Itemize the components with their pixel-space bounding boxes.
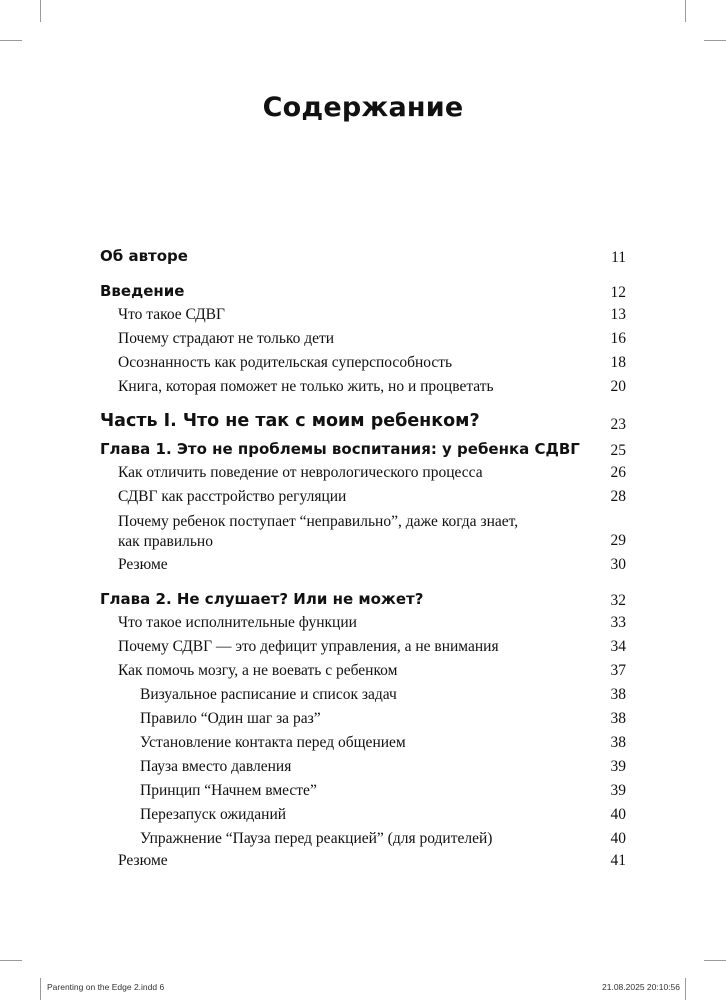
toc-entry-title: Почему ребенок поступает “неправильно”, даже когда знает, как правильно xyxy=(118,513,519,550)
toc-entry-page: 28 xyxy=(610,488,626,505)
toc-entry-page: 38 xyxy=(610,686,626,703)
toc-entry-page: 41 xyxy=(610,852,626,869)
page-title: Содержание xyxy=(262,92,464,123)
toc-entry-page: 29 xyxy=(610,532,626,549)
toc-entry-title: Что такое исполнительные функции xyxy=(118,614,357,631)
toc-entry-title: Как отличить поведение от неврологического процесса xyxy=(118,464,483,481)
toc-entry-page: 23 xyxy=(610,416,626,433)
toc-entry-page: 39 xyxy=(610,782,626,799)
toc-entry-page: 38 xyxy=(610,710,626,727)
toc-entry-page: 37 xyxy=(610,662,626,679)
toc-entry-title: Об авторе xyxy=(100,247,188,265)
toc-entry-title: Осознанность как родительская суперспособность xyxy=(118,354,453,371)
toc-entry-title: Введение xyxy=(100,282,185,300)
toc-entry-title: Почему СДВГ — это дефицит управления, а не внимания xyxy=(118,638,499,655)
toc-entry-page: 40 xyxy=(610,806,626,823)
toc-entry-title: Что такое СДВГ xyxy=(118,306,225,323)
toc-entry-title: Упражнение “Пауза перед реакцией” (для родителей) xyxy=(140,830,493,847)
toc-entry-page: 13 xyxy=(610,306,626,323)
toc-entry-title: Принцип “Начнем вместе” xyxy=(140,782,317,799)
toc-entry-page: 20 xyxy=(610,378,626,395)
toc-entry-title: Почему страдают не только дети xyxy=(118,330,335,347)
toc-entry-title: Установление контакта перед общением xyxy=(140,734,406,751)
toc-entry-page: 11 xyxy=(611,249,626,266)
toc-entry-page: 34 xyxy=(610,638,626,655)
toc-entry-page: 26 xyxy=(610,464,626,481)
toc-entry-page: 32 xyxy=(610,592,626,609)
toc-entry-title: Глава 1. Это не проблемы воспитания: у ребенка СДВГ xyxy=(100,440,580,458)
toc-entry-title: Книга, которая поможет не только жить, но и процветать xyxy=(118,378,494,395)
toc-entry-page: 40 xyxy=(610,830,626,847)
footer-file-info: Parenting on the Edge 2.indd 6 xyxy=(47,982,165,992)
toc-entry-page: 16 xyxy=(610,330,626,347)
toc-entry-title: Визуальное расписание и список задач xyxy=(140,686,397,703)
toc-entry-title: Глава 2. Не слушает? Или не может? xyxy=(100,590,424,608)
toc-entry-page: 25 xyxy=(610,442,626,459)
toc-entry-page: 30 xyxy=(610,556,626,573)
toc-entry-title: Правило “Один шаг за раз” xyxy=(140,710,321,727)
toc-entry-title: Резюме xyxy=(118,852,168,869)
toc-entry-page: 38 xyxy=(610,734,626,751)
toc-entry-title: Резюме xyxy=(118,556,168,573)
toc-entry-page: 18 xyxy=(610,354,626,371)
toc-entry-page: 33 xyxy=(610,614,626,631)
footer-timestamp: 21.08.2025 20:10:56 xyxy=(602,982,680,992)
toc-entry-title: СДВГ как расстройство регуляции xyxy=(118,488,347,505)
toc-entry-page: 39 xyxy=(610,758,626,775)
toc-entry-page: 12 xyxy=(610,284,626,301)
toc-entry-title: Часть I. Что не так с моим ребенком? xyxy=(100,411,480,431)
toc-entry-title: Перезапуск ожиданий xyxy=(140,806,287,823)
toc-entry-title: Как помочь мозгу, а не воевать с ребенком xyxy=(118,662,398,679)
toc-entry-title: Пауза вместо давления xyxy=(140,758,292,775)
